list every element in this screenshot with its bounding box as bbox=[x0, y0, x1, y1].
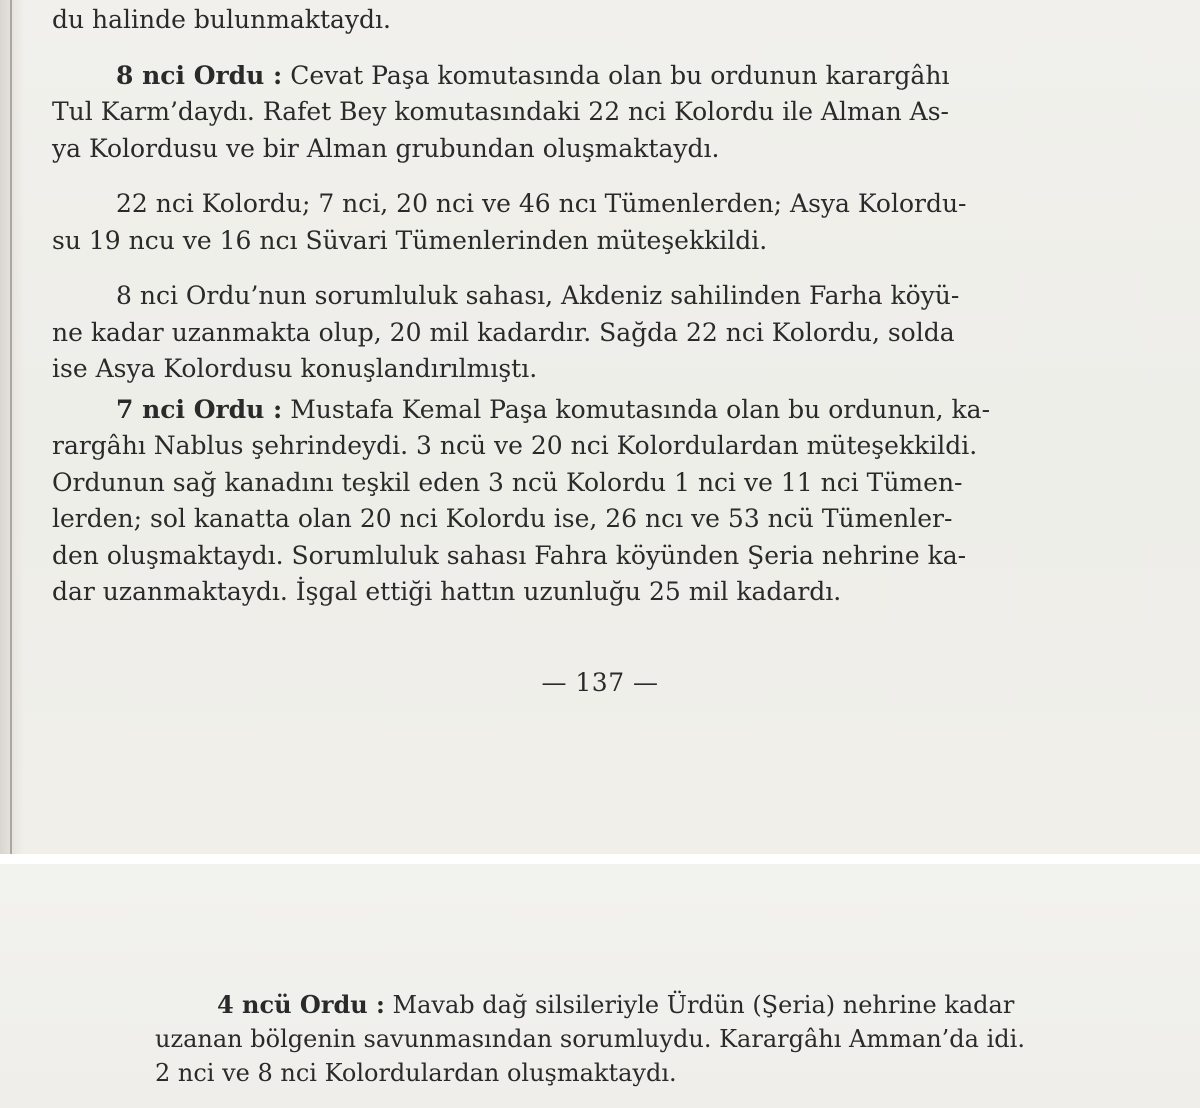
image-divider bbox=[0, 854, 1200, 864]
bold-heading-7th-army: 7 nci Ordu : bbox=[116, 394, 283, 424]
text-line: Ordunun sağ kanadını teşkil eden 3 ncü Kolordu 1 nci ve 11 nci Tümen- bbox=[52, 467, 963, 497]
text-line: su 19 ncu ve 16 ncı Süvari Tümenlerinden müteşekkildi. bbox=[52, 225, 768, 255]
text-line bbox=[155, 988, 1200, 1022]
page-number: — 137 — bbox=[541, 668, 659, 697]
text-segment: Cevat Paşa komutasında olan bu ordunun karargâhı bbox=[282, 60, 950, 90]
text-line bbox=[52, 392, 1100, 429]
book-gutter-line bbox=[10, 0, 12, 854]
text-line: ne kadar uzanmakta olup, 20 mil kadardır. Sağda 22 nci Kolordu, solda bbox=[52, 317, 955, 347]
page-body-text bbox=[155, 988, 1200, 1090]
text-line: du halinde bulunmaktaydı. bbox=[52, 5, 391, 34]
scanned-page-bottom bbox=[0, 864, 1200, 1108]
text-line: ya Kolordusu ve bir Alman grubundan oluşmaktaydı. bbox=[52, 133, 720, 163]
paragraph-8th-army-area bbox=[52, 278, 1100, 388]
text-line: 22 nci Kolordu; 7 nci, 20 nci ve 46 ncı Tümenlerden; Asya Kolordu- bbox=[116, 189, 967, 218]
text-segment: Mustafa Kemal Paşa komutasında olan bu ordunun, ka- bbox=[282, 394, 991, 424]
page-body-text bbox=[52, 2, 1100, 611]
book-spine-shadow bbox=[0, 0, 24, 854]
text-line: lerden; sol kanatta olan 20 nci Kolordu ise, 26 ncı ve 53 ncü Tümenler- bbox=[52, 504, 953, 533]
bold-heading-8th-army: 8 nci Ordu : bbox=[116, 60, 283, 90]
text-line: Tul Karm’daydı. Rafet Bey komutasındaki 22 nci Kolordu ile Alman As- bbox=[52, 97, 949, 126]
paragraph-8th-army bbox=[52, 58, 1100, 168]
text-line: ise Asya Kolordusu konuşlandırılmıştı. bbox=[52, 354, 538, 383]
text-segment: Mavab dağ silsileriyle Ürdün (Şeria) nehrine kadar bbox=[384, 991, 1015, 1019]
text-line: 2 nci ve 8 nci Kolordulardan oluşmaktaydı. bbox=[155, 1059, 677, 1087]
text-line: uzanan bölgenin savunmasından sorumluydu. Karargâhı Amman’da idi. bbox=[155, 1025, 1025, 1053]
paragraph-7th-army bbox=[52, 392, 1100, 611]
paragraph-4th-army bbox=[155, 988, 1200, 1090]
text-line: rargâhı Nablus şehrindeydi. 3 ncü ve 20 nci Kolordulardan müteşekkildi. bbox=[52, 431, 978, 460]
paragraph-continuation bbox=[52, 2, 1100, 39]
bold-heading-4th-army: 4 ncü Ordu : bbox=[217, 990, 385, 1019]
paragraph-22nd-corps bbox=[52, 186, 1100, 259]
text-line: dar uzanmaktaydı. İşgal ettiği hattın uzunluğu 25 mil kadardı. bbox=[52, 577, 842, 606]
text-line: den oluşmaktaydı. Sorumluluk sahası Fahra köyünden Şeria nehrine ka- bbox=[52, 540, 967, 570]
text-line: 8 nci Ordu’nun sorumluluk sahası, Akdeniz sahilinden Farha köyü- bbox=[116, 281, 960, 310]
text-line bbox=[52, 58, 1100, 95]
